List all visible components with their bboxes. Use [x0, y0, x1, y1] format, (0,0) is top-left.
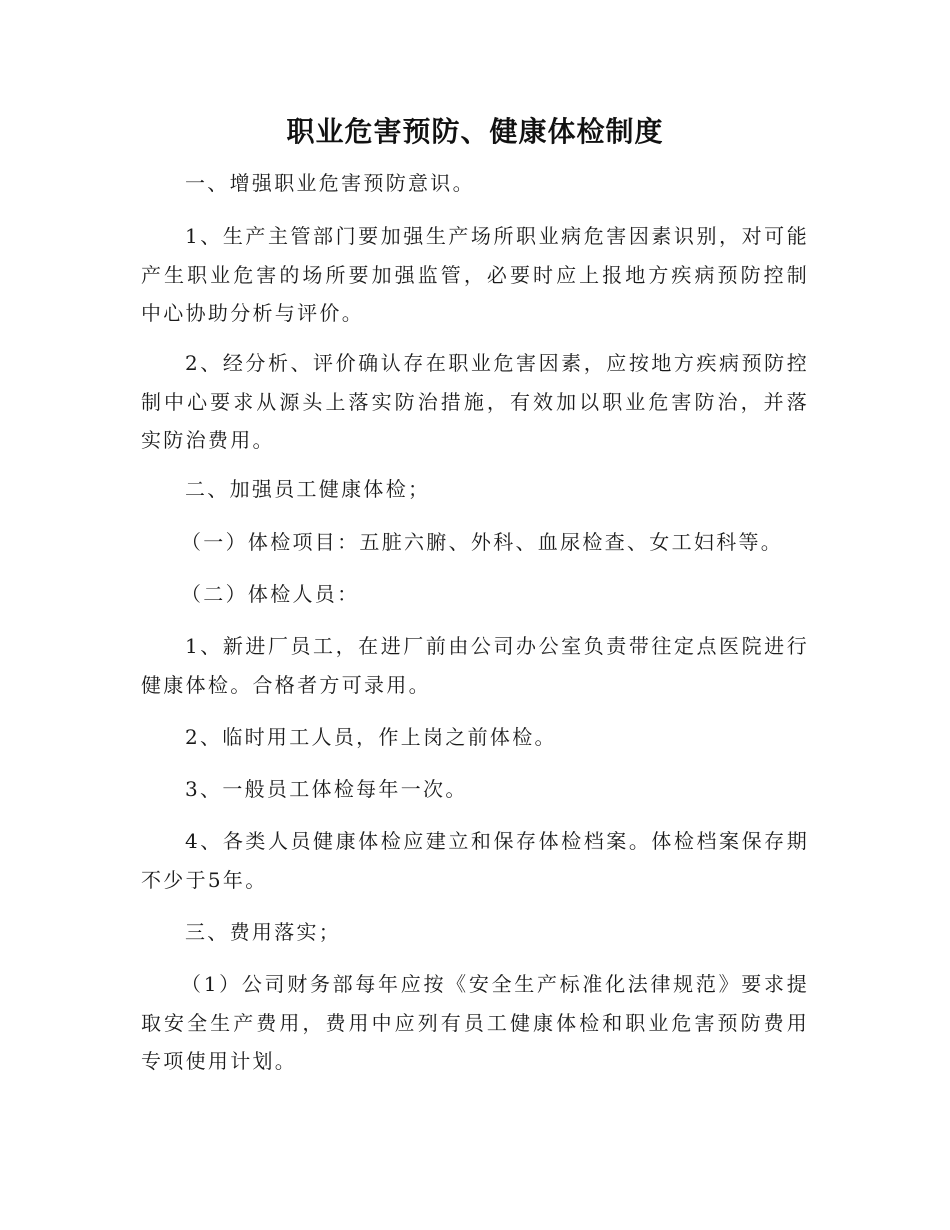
paragraph-item-2-4: 4、各类人员健康体检应建立和保存体检档案。体检档案保存期不少于5年。 — [141, 829, 809, 892]
document-title: 职业危害预防、健康体检制度 — [286, 115, 664, 148]
section-heading-2: 二、加强员工健康体检； — [185, 477, 431, 501]
section-heading-1: 一、增强职业危害预防意识。 — [185, 171, 475, 195]
paragraph-item-2-1: 1、新进厂员工，在进厂前由公司办公室负责带往定点医院进行健康体检。合格者方可录用。 — [141, 634, 809, 697]
section-heading-3: 三、费用落实； — [185, 920, 342, 944]
paragraph-item-1-1: 1、生产主管部门要加强生产场所职业病危害因素识别，对可能产生职业危害的场所要加强监管，必要时应上报地方疾病预防控制中心协助分析与评价。 — [141, 224, 809, 325]
paragraph-item-1-2: 2、经分析、评价确认存在职业危害因素，应按地方疾病预防控制中心要求从源头上落实防治措施，有效加以职业危害防治，并落实防治费用。 — [141, 351, 809, 452]
paragraph-item-2-3: 3、一般员工体检每年一次。 — [185, 777, 468, 801]
paragraph-item-2-2: 2、临时用工人员，作上岗之前体检。 — [185, 725, 557, 749]
paragraph-item-3-1: （1）公司财务部每年应按《安全生产标准化法律规范》要求提取安全生产费用，费用中应列有员工健康体检和职业危害预防费用专项使用计划。 — [141, 972, 809, 1073]
subsection-checkup-items: （一）体检项目：五脏六腑、外科、血尿检查、女工妇科等。 — [181, 530, 784, 554]
subsection-checkup-staff: （二）体检人员： — [181, 582, 360, 606]
